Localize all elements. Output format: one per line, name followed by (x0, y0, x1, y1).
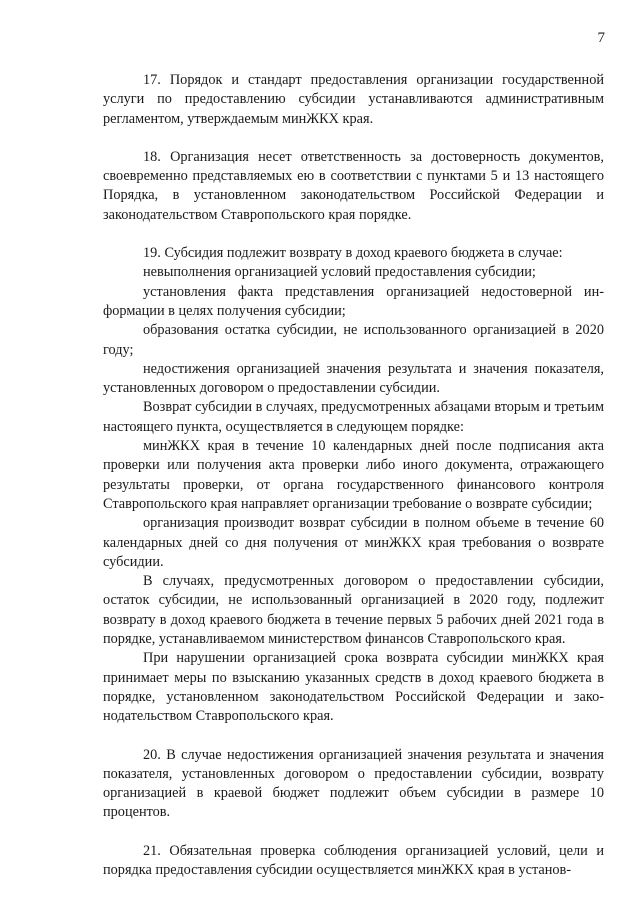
paragraph-18: 18. Организация несет ответственность за достоверность документов, своевременно представляемых ею в соответствии с пунктами 5 и 13 настоящего Порядка, в установленном законодательством Российской Федерации и законодательством Ставропольского края порядке. (103, 148, 604, 223)
page-number: 7 (597, 30, 605, 46)
paragraph-19-case-3: образования остатка субсидии, не использованного организацией в 2020 году; (103, 322, 604, 358)
paragraph-19-violation: При нарушении организацией срока возврата субсидии минЖКХ края принимает меры по взысканию указанных средств в доход краевого бюджета в порядке, установленном законодательством Российской Федерации и законодательством Ставропольского края. (103, 650, 604, 725)
paragraph-21: 21. Обязательная проверка соблюдения организацией условий, цели и порядка предоставления субсидии осуществляется минЖКХ края в установ- (103, 842, 604, 878)
paragraph-19-case-1: невыполнения организацией условий предоставления субсидии; (143, 264, 536, 281)
document-body (103, 71, 604, 880)
paragraph-20: 20. В случае недостижения организацией значения результата и значения показателя, установленных договором о предоставлении субсидии, возврату организацией в краевой бюджет подлежит объем субсидии в размере 10 процентов. (103, 746, 604, 821)
paragraph-19-case-4: недостижения организацией значения результата и значения показателя, установленных договором о предоставлении субсидии. (103, 360, 604, 397)
paragraph-19-refund-procedure: Возврат субсидии в случаях, предусмотренных абзацами вторым и третьим настоящего пункта, осуществляется в следующем порядке: (103, 399, 604, 435)
paragraph-19-step-2: организация производит возврат субсидии в полном объеме в течение 60 календарных дней со дня получения от минЖКХ края требования о возврате субсидии. (103, 515, 604, 570)
paragraph-19-case-2: установления факта представления организацией недостоверной информации в целях получения субсидии; (103, 283, 604, 319)
paragraph-19-step-1: минЖКХ края в течение 10 календарных дней после подписания акта проверки или получения акта проверки либо иного документа, отражающего результаты проверки, от органа государственного финансового контроля Ставропольского края направляет организации требование о возврате субсидии; (103, 438, 604, 512)
paragraph-19-remainder: В случаях, предусмотренных договором о предоставлении субсидии, остаток субсидии, не использованный организацией в 2020 году, подлежит возврату в доход краевого бюджета в течение первых 5 рабочих дней 2021 года в порядке, устанавливаемом министерством финансов Ставропольского края. (103, 573, 604, 648)
paragraph-19: 19. Субсидия подлежит возврату в доход краевого бюджета в случае: (143, 245, 563, 262)
paragraph-17: 17. Порядок и стандарт предоставления организации государственной услуги по предоставлению субсидии устанавливаются административным регламентом, утверждаемым минЖКХ края. (103, 72, 604, 127)
